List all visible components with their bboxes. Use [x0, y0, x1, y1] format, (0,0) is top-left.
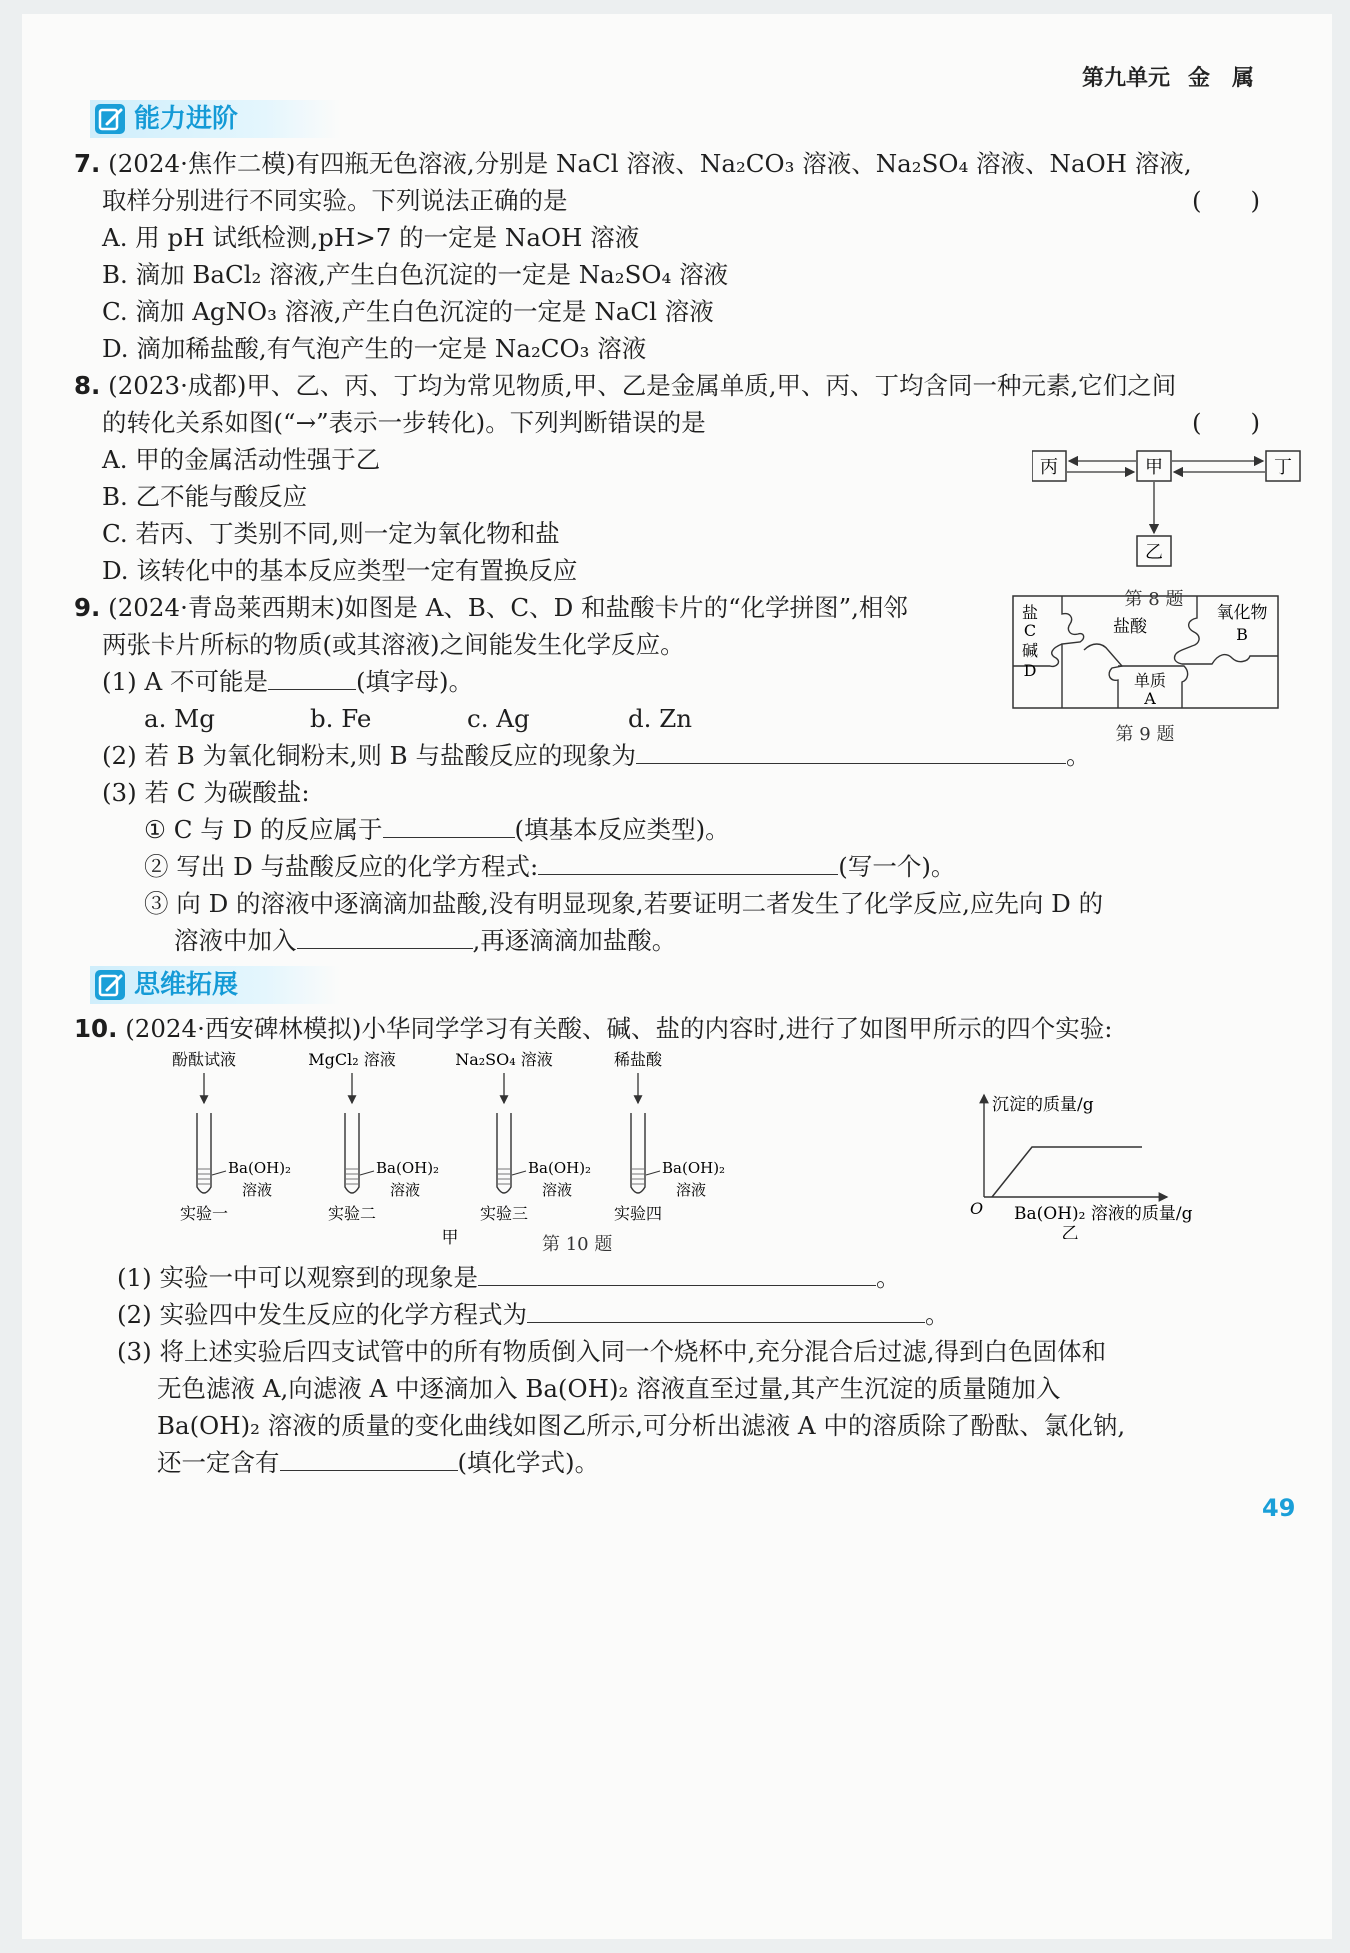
q10-part2-end: 。	[925, 1300, 950, 1329]
puzzle-b: B	[1236, 625, 1248, 644]
test-tube-1	[172, 1050, 291, 1223]
leader-line	[646, 1171, 660, 1175]
q10-part2	[117, 1300, 950, 1329]
solution-formula: Ba(OH)₂	[662, 1159, 726, 1177]
q7-stem: (2024·焦作二模)有四瓶无色溶液,分别是 NaCl 溶液、Na₂CO₃ 溶液、Na₂SO₄ 溶液、NaOH 溶液,	[108, 149, 1192, 178]
q10-part3-suffix: (填化学式)。	[457, 1448, 600, 1477]
graph-origin: O	[970, 1199, 984, 1218]
q9-part3-2	[144, 852, 956, 881]
solution-word: 溶液	[542, 1181, 573, 1199]
q9-opt-d: d. Zn	[628, 704, 693, 733]
puzzle-salt: 盐	[1021, 603, 1039, 622]
reagent-label: 稀盐酸	[613, 1050, 663, 1069]
puzzle-d: D	[1023, 661, 1037, 680]
label-yi: 乙	[1145, 542, 1163, 563]
answer-blank[interactable]	[636, 761, 1066, 764]
answer-blank[interactable]	[268, 687, 356, 690]
q9-part2	[102, 741, 1091, 770]
fig-jia-label: 甲	[441, 1228, 459, 1248]
q10-precipitate-graph	[952, 1089, 1282, 1239]
q10-part3-line1: (3) 将上述实验后四支试管中的所有物质倒入同一个烧杯中,充分混合后过滤,得到白色固体和	[117, 1337, 1107, 1366]
test-tube-4	[614, 1050, 725, 1223]
pencil-note-icon	[94, 969, 126, 1001]
leader-line	[360, 1171, 374, 1175]
q9-part1-text: (1) A 不可能是	[102, 667, 268, 696]
solution-formula: Ba(OH)₂	[376, 1159, 440, 1177]
q9-chemistry-puzzle	[1012, 592, 1312, 752]
experiment-label: 实验一	[179, 1204, 229, 1223]
q10-number: 10.	[74, 1014, 118, 1043]
q7-line2: 取样分别进行不同实验。下列说法正确的是	[102, 186, 568, 215]
q7-option-d: D. 滴加稀盐酸,有气泡产生的一定是 Na₂CO₃ 溶液	[102, 334, 647, 363]
q9-part3-2-suffix: (写一个)。	[838, 852, 956, 881]
q9-part1	[102, 667, 474, 696]
graph-name: 乙	[1061, 1224, 1079, 1239]
q9-part3-3-text: 溶液中加入	[174, 926, 297, 955]
label-ding: 丁	[1274, 457, 1292, 478]
q9-part2-end: 。	[1065, 741, 1091, 770]
tube-glass	[197, 1113, 211, 1193]
solution-word: 溶液	[390, 1181, 421, 1199]
answer-bracket: ( )	[1192, 186, 1261, 215]
q10-part3-line2: 无色滤液 A,向滤液 A 中逐滴加入 Ba(OH)₂ 溶液直至过量,其产生沉淀的质量随加入	[157, 1374, 1061, 1403]
q8-line1	[74, 371, 1177, 400]
precipitate-curve	[992, 1147, 1142, 1197]
q10-stem: (2024·西安碑林模拟)小华同学学习有关酸、碱、盐的内容时,进行了如图甲所示的四个实验:	[125, 1014, 1113, 1043]
q7-line1	[74, 149, 1192, 178]
q8-number: 8.	[74, 371, 101, 400]
q9-part2-text: (2) 若 B 为氧化铜粉末,则 B 与盐酸反应的现象为	[102, 741, 636, 770]
q8-line2: 的转化关系如图(“→”表示一步转化)。下列判断错误的是	[102, 408, 706, 437]
reagent-label: MgCl₂ 溶液	[308, 1050, 396, 1069]
q8-option-c: C. 若丙、丁类别不同,则一定为氧化物和盐	[102, 519, 560, 548]
q9-part3-2-text: ② 写出 D 与盐酸反应的化学方程式:	[144, 852, 539, 881]
test-tube-2	[308, 1050, 439, 1223]
fig8-caption: 第 8 题	[1124, 589, 1184, 610]
solution-formula: Ba(OH)₂	[528, 1159, 592, 1177]
q7-option-c: C. 滴加 AgNO₃ 溶液,产生白色沉淀的一定是 NaCl 溶液	[102, 297, 714, 326]
section-heading-thinking	[90, 966, 340, 1004]
page	[22, 14, 1332, 1939]
q9-part3-3-line2	[174, 926, 677, 955]
fig9-caption: 第 9 题	[1115, 724, 1175, 745]
q8-option-a: A. 甲的金属活动性强于乙	[102, 445, 381, 474]
graph-ylabel: 沉淀的质量/g	[992, 1095, 1094, 1115]
unit-label: 第九单元	[1082, 66, 1171, 91]
q9-number: 9.	[74, 593, 101, 622]
q7-option-a: A. 用 pH 试纸检测,pH>7 的一定是 NaOH 溶液	[102, 223, 640, 252]
q9-stem: (2024·青岛莱西期末)如图是 A、B、C、D 和盐酸卡片的“化学拼图”,相邻	[108, 593, 908, 622]
leader-line	[212, 1171, 226, 1175]
q7-option-b: B. 滴加 BaCl₂ 溶液,产生白色沉淀的一定是 Na₂SO₄ 溶液	[102, 260, 729, 289]
q8-stem: (2023·成都)甲、乙、丙、丁均为常见物质,甲、乙是金属单质,甲、丙、丁均含同一种元素,它们之间	[108, 371, 1177, 400]
test-tube-3	[455, 1050, 591, 1223]
q9-part3-1-text: ① C 与 D 的反应属于	[144, 815, 383, 844]
q10-line1	[74, 1014, 1113, 1043]
q10-part2-text: (2) 实验四中发生反应的化学方程式为	[117, 1300, 527, 1329]
answer-blank[interactable]	[297, 946, 473, 949]
tube-glass	[631, 1113, 645, 1193]
answer-blank[interactable]	[538, 872, 838, 875]
experiment-label: 实验二	[327, 1204, 377, 1223]
q9-opt-b: b. Fe	[310, 704, 372, 733]
q10-part3-text: 还一定含有	[157, 1448, 280, 1477]
q9-part1-suffix: (填字母)。	[355, 667, 474, 696]
puzzle-elem: 单质	[1133, 671, 1167, 690]
unit-header	[1082, 61, 1254, 92]
tube-glass	[497, 1113, 511, 1193]
solution-formula: Ba(OH)₂	[228, 1159, 292, 1177]
section-title: 思维拓展	[134, 970, 239, 1000]
puzzle-oxide: 氧化物	[1216, 603, 1268, 623]
puzzle-c: C	[1023, 621, 1037, 640]
puzzle-base: 碱	[1021, 641, 1039, 660]
experiment-label: 实验三	[479, 1204, 529, 1223]
answer-blank[interactable]	[280, 1468, 458, 1471]
label-jia: 甲	[1145, 457, 1163, 478]
q8-option-d: D. 该转化中的基本反应类型一定有置换反应	[102, 556, 578, 585]
q8-option-b: B. 乙不能与酸反应	[102, 482, 308, 511]
answer-blank[interactable]	[527, 1320, 925, 1323]
q10-part1-end: 。	[876, 1263, 901, 1292]
pencil-note-icon	[94, 103, 126, 135]
puzzle-acid: 盐酸	[1113, 617, 1147, 637]
q9-part3: (3) 若 C 为碳酸盐:	[102, 778, 310, 807]
experiment-label: 实验四	[613, 1204, 663, 1223]
q9-part3-3-suffix: ,再逐滴滴加盐酸。	[472, 926, 677, 955]
reagent-label: Na₂SO₄ 溶液	[455, 1050, 553, 1069]
graph-xlabel: Ba(OH)₂ 溶液的质量/g	[1014, 1204, 1193, 1224]
puzzle-a: A	[1144, 689, 1156, 708]
q9-part3-1	[144, 815, 730, 844]
q9-opt-a: a. Mg	[144, 704, 215, 733]
q10-part3-line4	[157, 1448, 600, 1477]
answer-blank[interactable]	[383, 835, 515, 838]
q10-part1-text: (1) 实验一中可以观察到的现象是	[117, 1263, 478, 1292]
q9-opt-c: c. Ag	[467, 704, 530, 733]
fig10-caption: 第 10 题	[542, 1234, 613, 1255]
q10-part3-line3: Ba(OH)₂ 溶液的质量的变化曲线如图乙所示,可分析出滤液 A 中的溶质除了酚酞、氯化钠,	[157, 1411, 1126, 1440]
q10-part1	[117, 1263, 901, 1292]
reagent-label: 酚酞试液	[171, 1050, 237, 1069]
page-number: 49	[1262, 1494, 1296, 1522]
label-bing: 丙	[1040, 457, 1058, 478]
unit-title: 金 属	[1188, 66, 1255, 91]
section-heading-ability	[90, 100, 340, 138]
q9-line2: 两张卡片所标的物质(或其溶液)之间能发生化学反应。	[102, 630, 685, 659]
solution-word: 溶液	[242, 1181, 273, 1199]
tube-glass	[345, 1113, 359, 1193]
q10-experiment-figure	[142, 1049, 862, 1249]
q9-line1	[74, 593, 908, 622]
q9-part3-1-suffix: (填基本反应类型)。	[514, 815, 730, 844]
answer-bracket: ( )	[1192, 408, 1261, 437]
section-title: 能力进阶	[134, 104, 239, 134]
leader-line	[512, 1171, 526, 1175]
q9-part3-3-line1: ③ 向 D 的溶液中逐滴滴加盐酸,没有明显现象,若要证明二者发生了化学反应,应先向 D 的	[144, 889, 1104, 918]
answer-blank[interactable]	[478, 1283, 876, 1286]
q7-number: 7.	[74, 149, 101, 178]
solution-word: 溶液	[676, 1181, 707, 1199]
